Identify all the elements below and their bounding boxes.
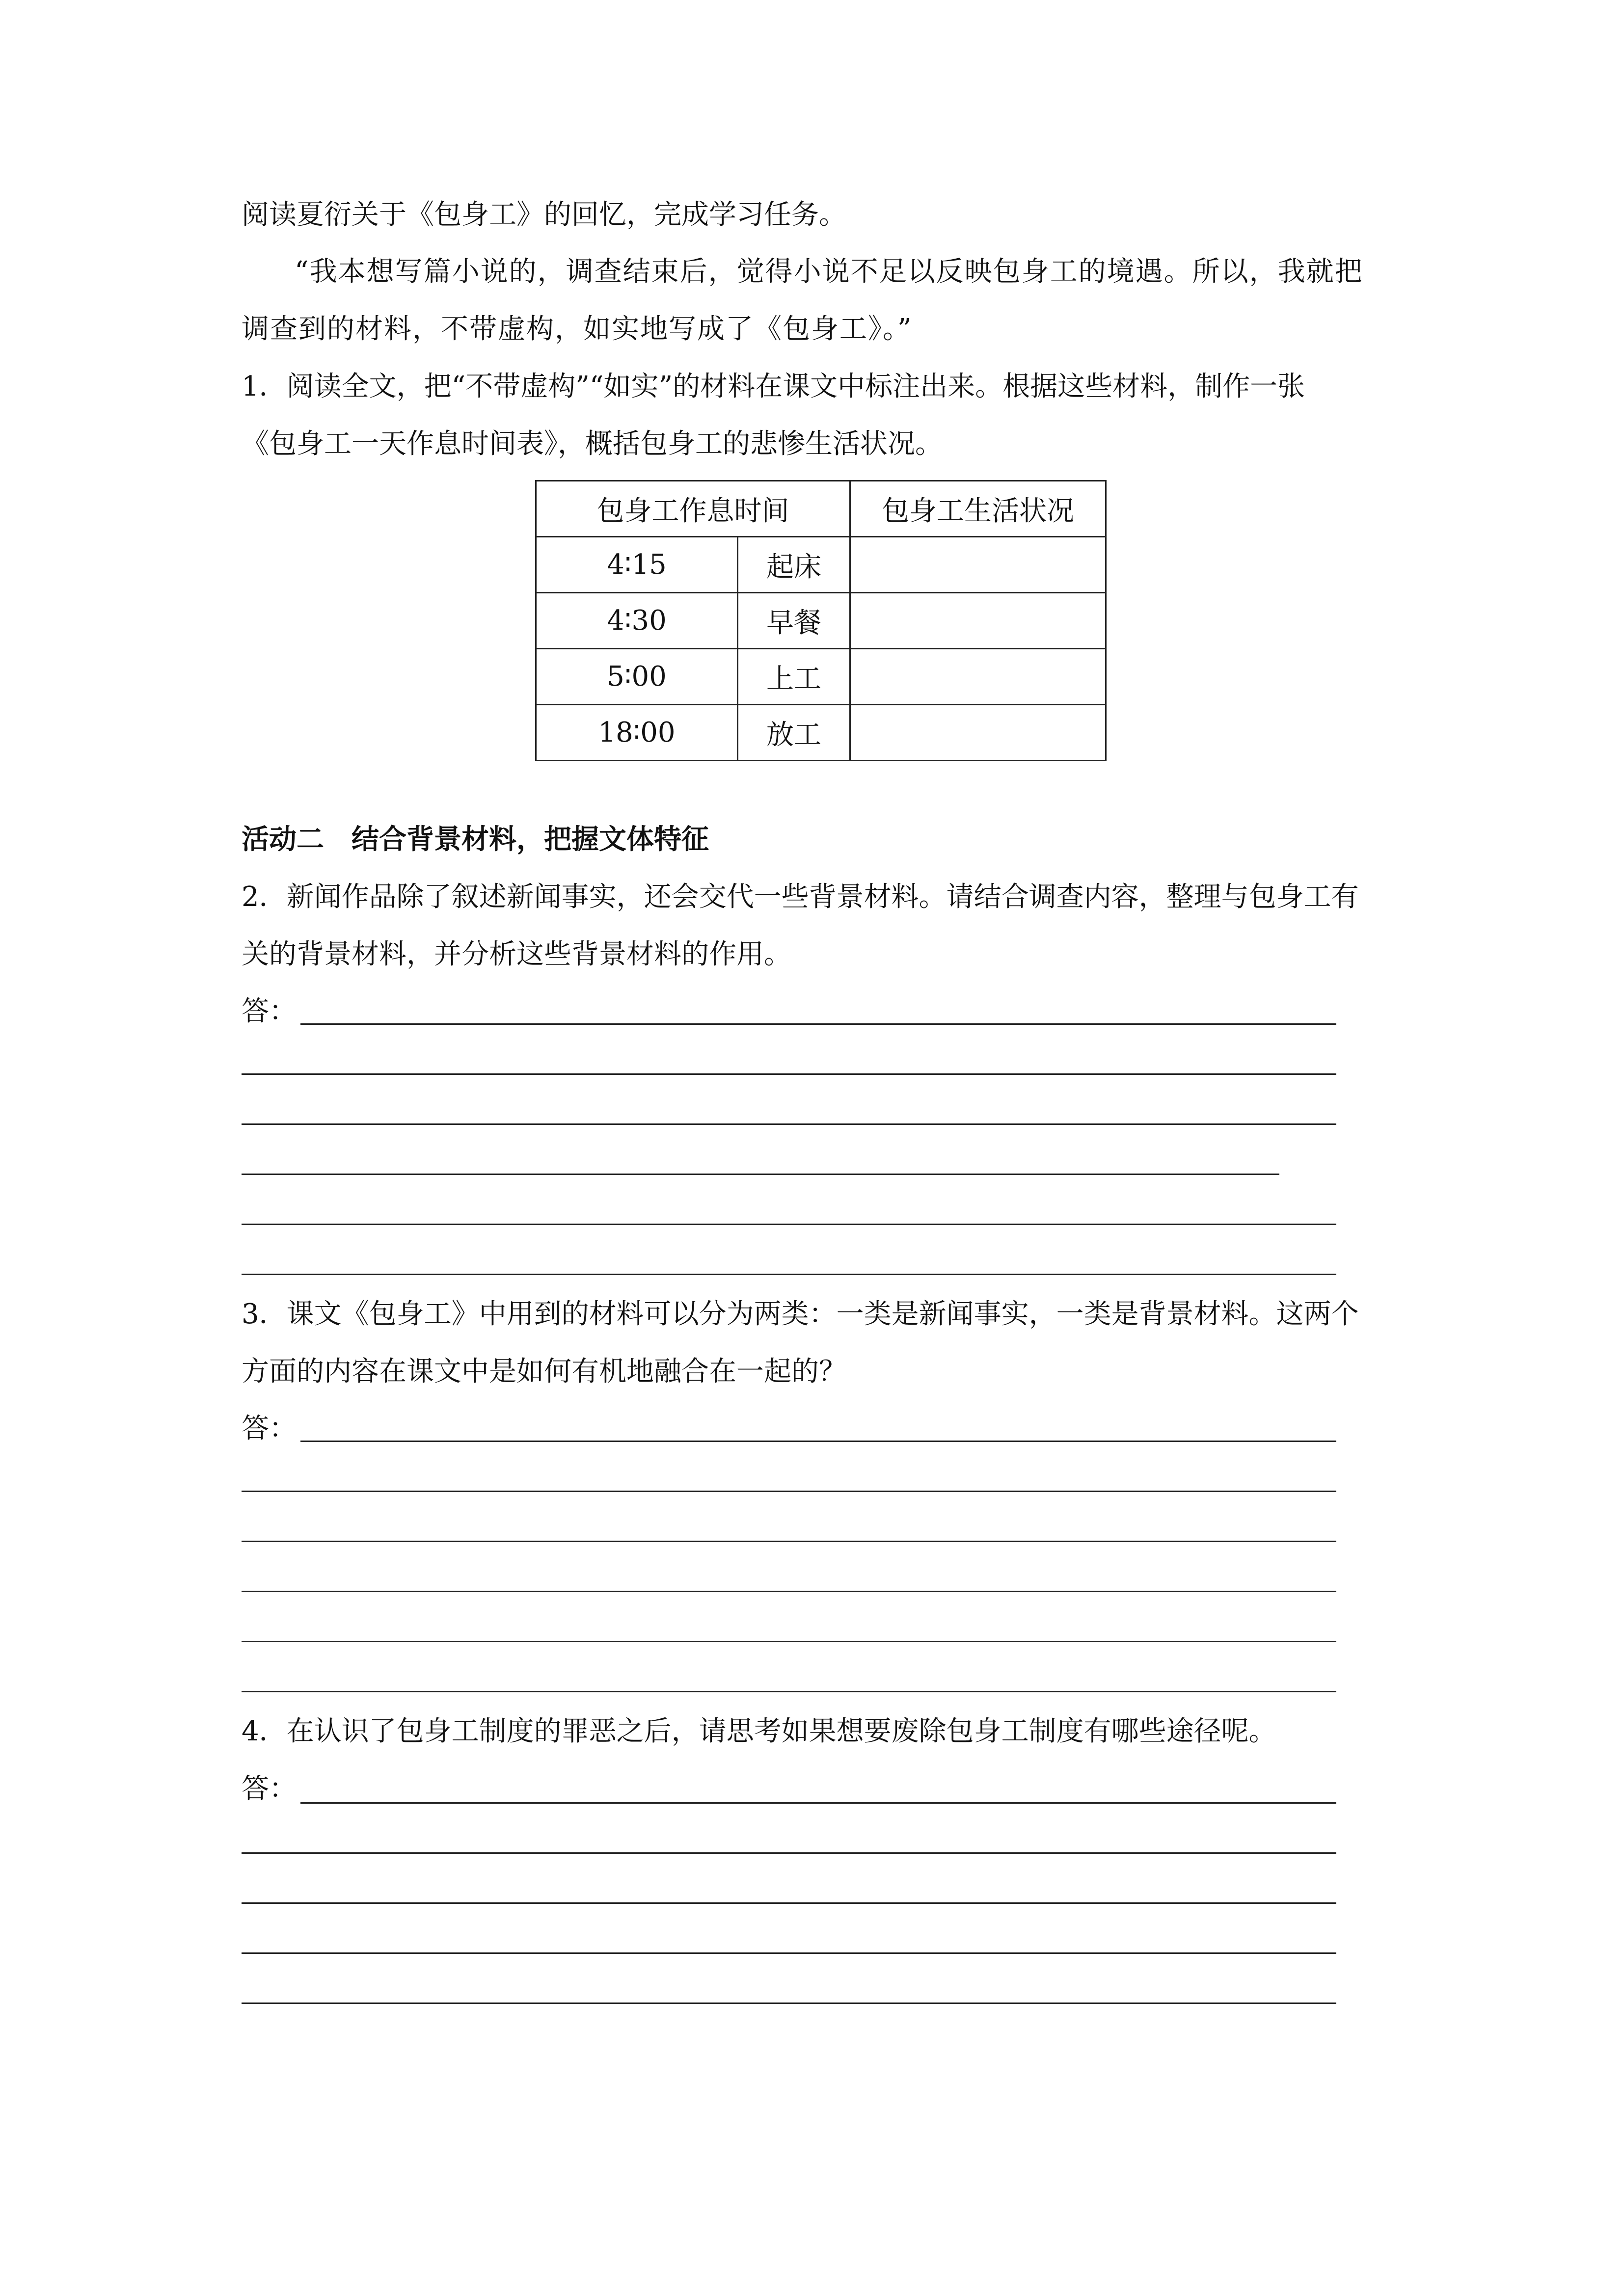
- activity-cell: 起床: [738, 537, 850, 593]
- activity-cell: 上工: [738, 649, 850, 705]
- table-header-row: [536, 481, 1106, 537]
- answer-line[interactable]: [300, 1802, 1336, 1804]
- answer-line[interactable]: [242, 1541, 1336, 1542]
- answer-line[interactable]: [242, 1274, 1336, 1275]
- answer-label: 答：: [242, 1773, 297, 1805]
- table-row: [536, 593, 1106, 649]
- activity-2-heading: 活动二 结合背景材料，把握文体特征: [242, 824, 709, 855]
- answer-line[interactable]: [242, 1491, 1336, 1492]
- answer-line[interactable]: [242, 1691, 1336, 1692]
- quote-line-1: “我本想写篇小说的，调查结束后，觉得小说不足以反映包身工的境遇。所以，我就把: [295, 256, 1363, 288]
- answer-line[interactable]: [242, 1073, 1336, 1075]
- question-2-line-1: 2．新闻作品除了叙述新闻事实，还会交代一些背景材料。请结合调查内容，整理与包身工有: [242, 881, 1359, 913]
- activity-cell: 放工: [738, 705, 850, 761]
- activity-cell: 早餐: [738, 593, 850, 649]
- question-1-line-2: 《包身工一天作息时间表》，概括包身工的悲惨生活状况。: [242, 428, 943, 460]
- time-cell: 5∶00: [536, 649, 738, 705]
- status-cell[interactable]: [850, 649, 1106, 705]
- answer-label: 答：: [242, 1413, 297, 1444]
- answer-label: 答：: [242, 995, 297, 1027]
- table-row: [536, 705, 1106, 761]
- answer-line[interactable]: [300, 1441, 1336, 1442]
- intro-line: 阅读夏衍关于《包身工》的回忆，完成学习任务。: [242, 199, 846, 231]
- status-cell[interactable]: [850, 537, 1106, 593]
- answer-line[interactable]: [242, 1852, 1336, 1854]
- answer-line[interactable]: [242, 2002, 1336, 2004]
- question-1-line-1: 1．阅读全文，把“不带虚构”“如实”的材料在课文中标注出来。根据这些材料，制作一张: [242, 371, 1305, 402]
- time-cell: 18∶00: [536, 705, 738, 761]
- status-cell[interactable]: [850, 705, 1106, 761]
- answer-line[interactable]: [300, 1023, 1336, 1025]
- time-cell: 4∶15: [536, 537, 738, 593]
- answer-line[interactable]: [242, 1123, 1336, 1125]
- header-schedule-cell: 包身工作息时间: [536, 481, 850, 537]
- time-cell: 4∶30: [536, 593, 738, 649]
- question-3-line-1: 3．课文《包身工》中用到的材料可以分为两类：一类是新闻事实，一类是背景材料。这两个: [242, 1298, 1359, 1330]
- answer-line[interactable]: [242, 1902, 1336, 1904]
- answer-line[interactable]: [242, 1591, 1336, 1592]
- answer-line[interactable]: [242, 1952, 1336, 1954]
- schedule-table: [535, 480, 1107, 761]
- answer-line[interactable]: [242, 1641, 1336, 1642]
- table-row: [536, 649, 1106, 705]
- answer-line[interactable]: [242, 1174, 1279, 1175]
- answer-line[interactable]: [242, 1224, 1336, 1225]
- question-2-line-2: 关的背景材料，并分析这些背景材料的作用。: [242, 938, 791, 970]
- status-cell[interactable]: [850, 593, 1106, 649]
- header-status-cell: 包身工生活状况: [850, 481, 1106, 537]
- table-row: [536, 537, 1106, 593]
- question-4-line-1: 4．在认识了包身工制度的罪恶之后，请思考如果想要废除包身工制度有哪些途径呢。: [242, 1715, 1276, 1747]
- quote-line-2: 调查到的材料，不带虚构，如实地写成了《包身工》。”: [242, 313, 913, 345]
- question-3-line-2: 方面的内容在课文中是如何有机地融合在一起的？: [242, 1356, 846, 1388]
